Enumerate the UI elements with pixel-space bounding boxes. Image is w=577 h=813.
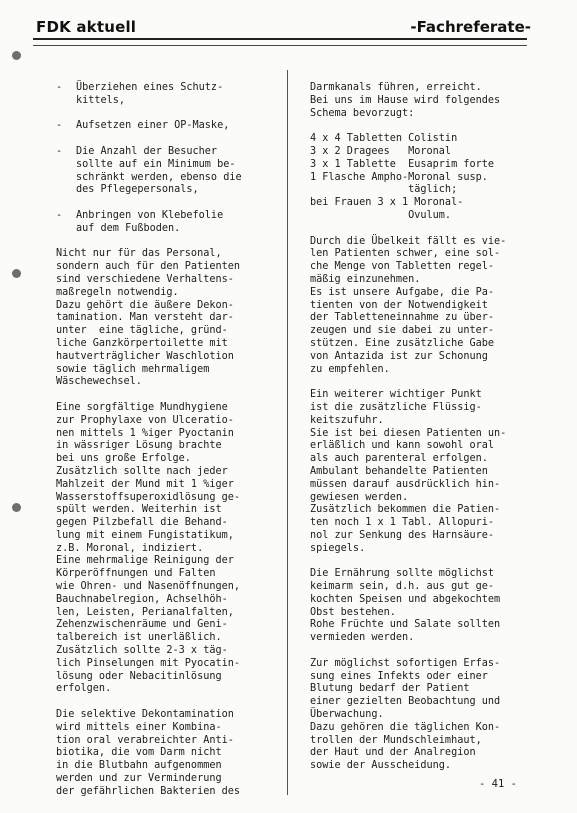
paragraph: Die selektive Dekontamination wird mittels einer Kombina- tion oral verabreichter Anti- biotika, die vom Darm nicht in die Blutbahn aufgenommen werden und zur Verminderung der gefährlichen Bakterien des [56,709,241,797]
header-section: -Fachreferate- [410,18,531,36]
header-rule [33,38,527,40]
spacer [310,555,506,568]
paragraph: Darmkanals führen, erreicht. Bei uns im Hause wird folgendes Schema bevorzugt: [310,82,501,119]
paragraph: Zur möglichst sofortigen Erfas- sung eines Infekts oder einer Blutung bedarf der Patient einer gezielten Beobachtung und Überwachung. Dazu gehören die täglichen Kon- trollen der Mundschleimhaut, der Haut und der Analregion sowie der Ausscheidung. [310,657,501,772]
paragraph: Die Ernährung sollte möglichst keimarm sein, d.h. aus gut ge- kochten Speisen und abgekochtem Obst bestehen. Rohe Früchte und Salate sollten vermieden werden. [310,568,501,644]
bullet-item [56,120,242,133]
spacer [56,197,242,210]
spacer [56,236,242,249]
spacer [310,645,506,658]
paragraph: Ein weiterer wichtiger Punkt ist die zusätzliche Flüssig- keitszufuhr. Sie ist bei diesen Patienten un- erläßlich und kann sowohl oral als auch parenteral erfolgen. Ambulant behandelte Patienten müssen darauf ausdrücklich hin- gewiesen werden. Zusätzlich bekommen die Patien- ten noch 1 x 1 Tabl. Allopuri- nol zur Senkung des Harnsäure- spiegels. [310,389,507,554]
bullet-item [56,82,242,108]
punch-hole [12,269,21,278]
spacer [56,133,242,146]
bullet-text: Die Anzahl der Besucher sollte auf ein Minimum be- schränkt werden, ebenso die des Pflegepersonals, [76,145,242,196]
spacer [56,389,242,402]
spacer [56,696,242,709]
bullet-dash: - [56,145,63,157]
paragraph: Nicht nur für das Personal, sondern auch für den Patienten sind verschiedene Verhaltens- maßregeln notwendig. Dazu gehört die äußere Dekon- tamination. Man versteht dar- unter eine tägliche, gründ- liche Ganzkörpertoilette mit hautverträglicher Waschlotion sowie täglich mehrmaligem Wäschewechsel. [56,248,241,388]
paragraph: Eine sorgfältige Mundhygiene zur Prophylaxe von Ulceratio- nen mittels 1 %iger Pyoctanin in wässriger Lösung brachte bei uns große Erfolge. Zusätzlich sollte nach jeder Mahlzeit der Mund mit 1 %iger Wasserstoffsuperoxidlösung ge- spült werden. Weiterhin ist gegen Pilzbefall die Behand- lung mit einem Fungistatikum, z.B. Moronal, indiziert. Eine mehrmalige Reinigung der Körperöffnungen und Falten wie Ohren- und Nasenöffnungen, Bauchnabelregion, Achselhöh- len, Leisten, Perianalfalten, Zehenzwischenräume und Geni- talbereich ist unerläßlich. Zusätzlich sollte 2-3 x täg- lich Pinselungen mit Pyocatin- lösung oder Nebacitinlösung erfolgen. [56,401,241,695]
dosage-schema: 4 x 4 Tabletten Colistin 3 x 2 Dragees Moronal 3 x 1 Tablette Eusaprim forte 1 Flasche Ampho-Moronal susp. täglich; bei Frauen 3 x 1 Moronal- Ovulum. [310,133,495,221]
bullet-text: Überziehen eines Schutz- kittels, [76,82,224,106]
bullet-dash: - [56,209,63,221]
bullet-dash: - [56,82,63,93]
page-number: - 41 - [479,778,517,790]
spacer [56,108,242,121]
paragraph: Durch die Übelkeit fällt es vie- len Patienten schwer, eine sol- che Menge von Tabletten regel- mäßig einzunehmen. Es ist unsere Aufgabe, die Pa- tienten von der Notwendigkeit der Tabletteneinnahme zu über- zeugen und sie dabei zu unter- stützen. Eine zusätzliche Gabe von Antazida ist zur Schonung zu empfehlen. [310,235,507,375]
header-rule-2 [33,45,527,46]
punch-hole [12,503,21,512]
punch-hole [12,51,21,60]
column-divider [287,70,288,795]
spacer [310,223,506,236]
spacer [310,120,506,133]
left-column [56,82,242,799]
spacer [310,376,506,389]
bullet-text: Aufsetzen einer OP-Maske, [76,120,230,132]
right-column [310,82,506,773]
bullet-item [56,146,242,197]
bullet-text: Anbringen von Klebefolie auf dem Fußboden. [76,209,224,234]
bullet-dash: - [56,120,63,132]
header-title: FDK aktuell [36,18,137,36]
bullet-item [56,210,242,236]
